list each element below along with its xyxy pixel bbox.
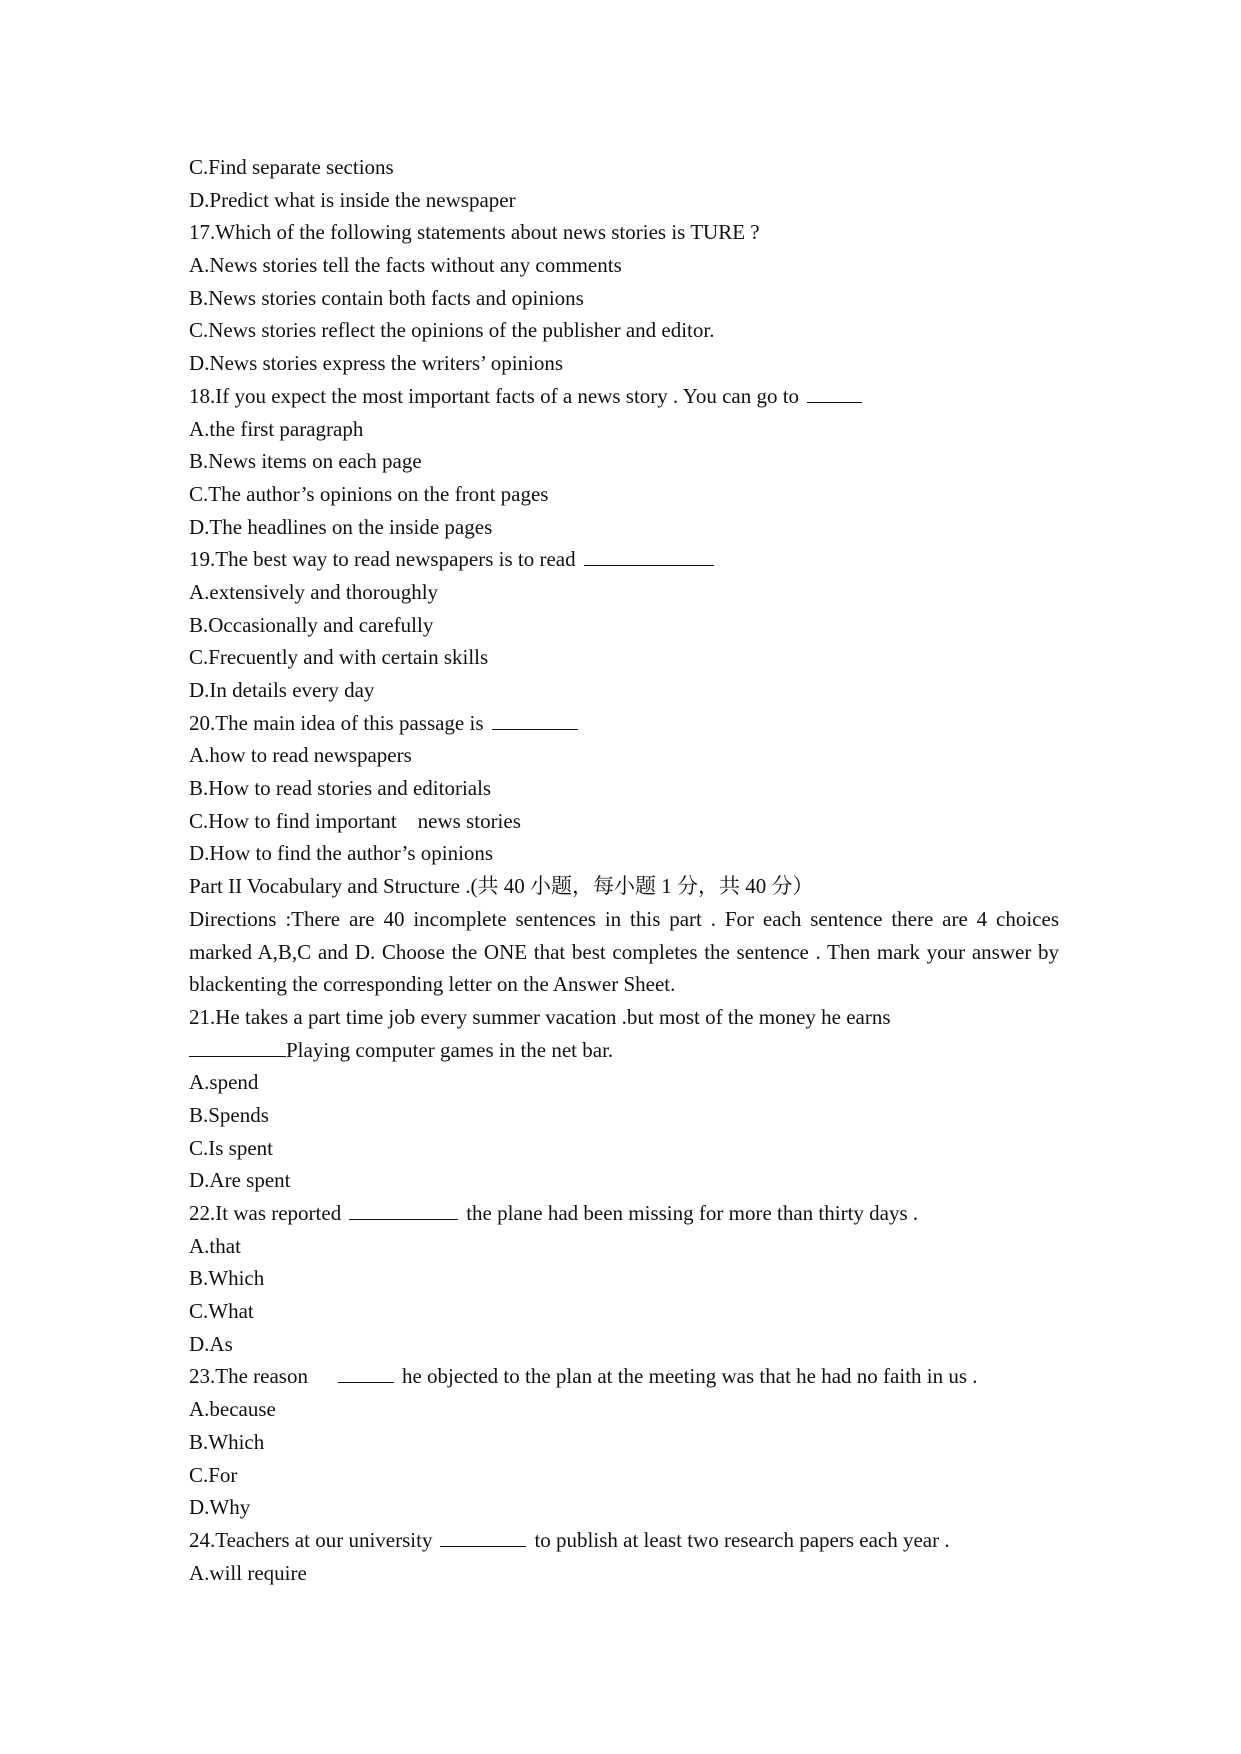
q22-option-c: C.What — [189, 1299, 254, 1324]
q18-option-c: C.The author’s opinions on the front pages — [189, 481, 549, 506]
q16-option-d: D.Predict what is inside the newspaper — [189, 187, 516, 212]
q17-option-a: A.News stories tell the facts without any comments — [189, 253, 622, 278]
answer-blank — [807, 382, 862, 403]
q19-stem-line — [189, 543, 1059, 576]
q18-option-d: D.The headlines on the inside pages — [189, 514, 493, 539]
q17-option-c: C.News stories reflect the opinions of the publisher and editor. — [189, 318, 715, 343]
answer-blank — [349, 1199, 458, 1220]
q20-stem-line — [189, 707, 1059, 740]
q23-option-c: C.For — [189, 1462, 238, 1487]
q19-option-a: A.extensively and thoroughly — [189, 579, 439, 604]
q24-stem-after: to publish at least two research papers each year . — [534, 1527, 950, 1552]
q20-stem: 20.The main idea of this passage is — [189, 710, 484, 735]
q18-stem: 18.If you expect the most important facts of a news story . You can go to — [189, 383, 800, 408]
q18-option-a: A.the first paragraph — [189, 416, 364, 441]
q18-option-b: B.News items on each page — [189, 449, 422, 474]
q23-stem-before: 23.The reason — [189, 1364, 308, 1389]
q24-stem-line — [189, 1524, 1059, 1557]
answer-blank — [440, 1526, 526, 1547]
q19-option-c: C.Frecuently and with certain skills — [189, 645, 489, 670]
q21-stem-after-blank: Playing computer games in the net bar. — [286, 1037, 614, 1062]
q22-stem-before: 22.It was reported — [189, 1201, 342, 1226]
q22-option-a: A.that — [189, 1233, 241, 1258]
q20-option-b: B.How to read stories and editorials — [189, 776, 492, 801]
q22-option-b: B.Which — [189, 1266, 265, 1291]
q23-stem-after: he objected to the plan at the meeting was that he had no faith in us . — [401, 1364, 978, 1389]
q17-option-d: D.News stories express the writers’ opinions — [189, 351, 564, 376]
answer-blank — [584, 545, 714, 566]
part2-heading: Part II Vocabulary and Structure .(共 40 小题，每小题 1 分，共 40 分） — [189, 874, 814, 899]
q17-stem: 17.Which of the following statements about news stories is TURE ? — [189, 220, 760, 245]
answer-blank — [492, 709, 578, 730]
q21-option-a: A.spend — [189, 1070, 259, 1095]
q20-option-c: C.How to find important news stories — [189, 808, 521, 833]
q21-stem-line2 — [189, 1034, 1059, 1067]
q23-option-b: B.Which — [189, 1429, 265, 1454]
q23-option-d: D.Why — [189, 1495, 251, 1520]
answer-blank — [338, 1362, 394, 1383]
q21-option-b: B.Spends — [189, 1102, 269, 1127]
q19-stem: 19.The best way to read newspapers is to read — [189, 547, 576, 572]
answer-blank — [189, 1036, 286, 1057]
q21-option-c: C.Is spent — [189, 1135, 273, 1160]
q23-stem-line — [189, 1360, 1059, 1393]
q22-stem-after: the plane had been missing for more than thirty days . — [466, 1201, 919, 1226]
part2-directions: Directions :There are 40 incomplete sentences in this part . For each sentence there are 4 choices marked A,B,C and D. Choose the ONE that best completes the sentence . Then mark your answer by blackenting the corresponding letter on the Answer Sheet. — [189, 906, 1059, 997]
q22-stem-line — [189, 1197, 1059, 1230]
q20-option-d: D.How to find the author’s opinions — [189, 841, 494, 866]
q19-option-d: D.In details every day — [189, 678, 375, 702]
q23-option-a: A.because — [189, 1397, 276, 1422]
q18-stem-line — [189, 380, 1059, 413]
q21-stem-line1: 21.He takes a part time job every summer vacation .but most of the money he earns — [189, 1004, 891, 1029]
q24-stem-before: 24.Teachers at our university — [189, 1527, 433, 1552]
q17-option-b: B.News stories contain both facts and opinions — [189, 285, 584, 310]
q24-option-a: A.will require — [189, 1560, 307, 1585]
exam-content — [189, 151, 1059, 1589]
q16-option-c: C.Find separate sections — [189, 155, 394, 179]
q20-option-a: A.how to read newspapers — [189, 743, 412, 768]
q21-option-d: D.Are spent — [189, 1168, 291, 1193]
q19-option-b: B.Occasionally and carefully — [189, 612, 434, 637]
q22-option-d: D.As — [189, 1331, 233, 1356]
